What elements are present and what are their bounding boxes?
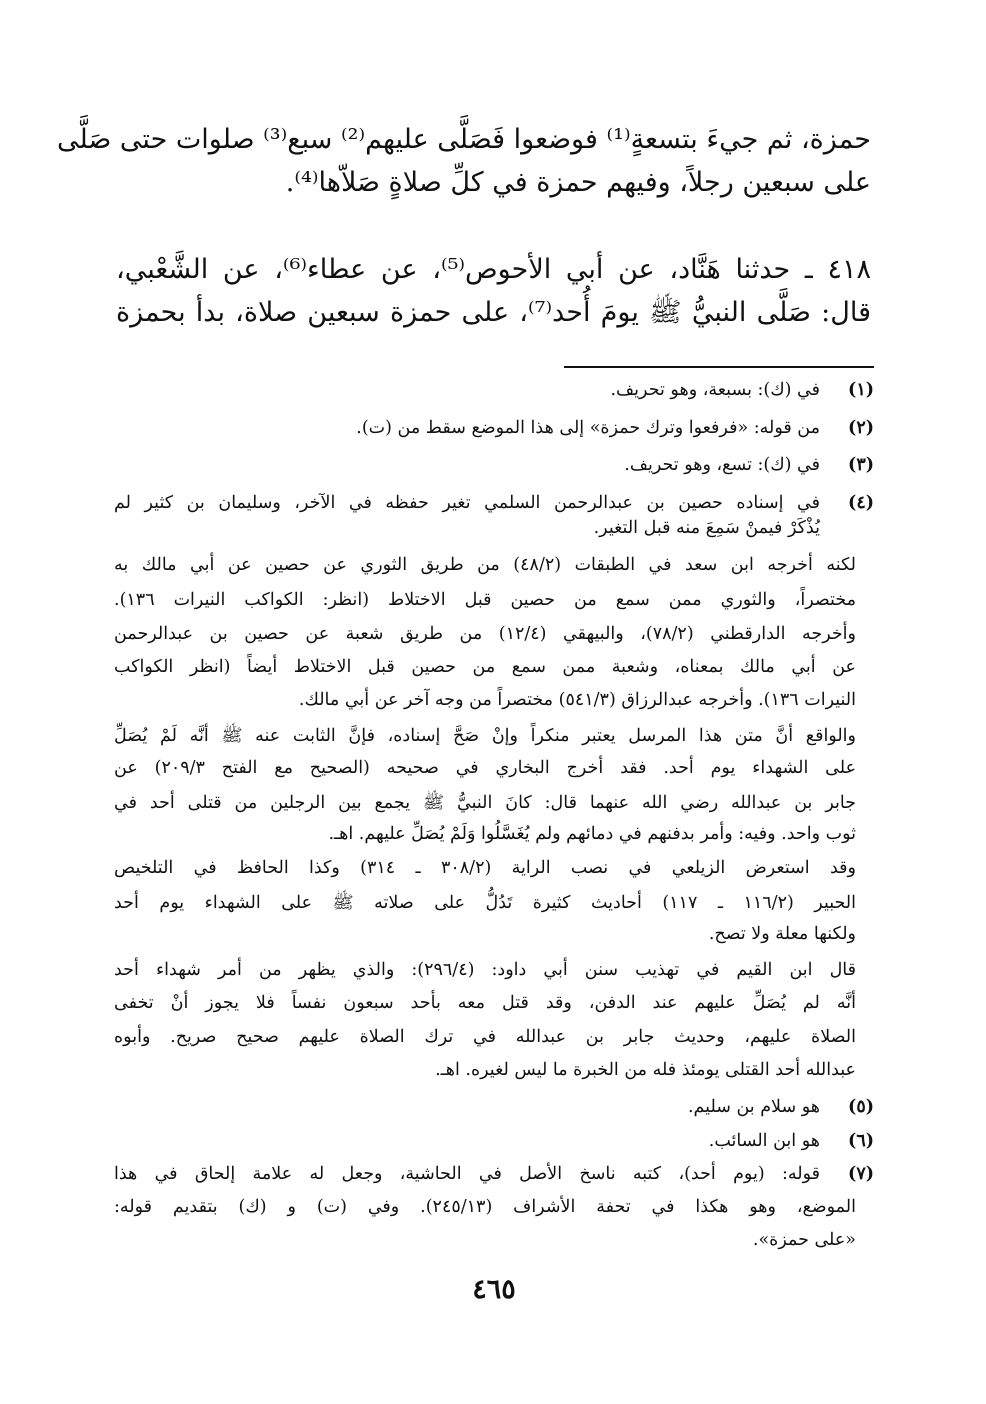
footnote-2-text: من قوله: «فرفعوا وترك حمزة» إلى هذا الموضع سقط من (ت). — [356, 418, 820, 438]
footnote-4-line: ثوب واحد. وفيه: وأمر بدفنهم في دمائهم ولم يُغَسَّلُوا وَلَمْ يُصَلِّ عليهم. اهـ. — [328, 824, 856, 844]
footnote-4-line: الصلاة عليهم، وحديث جابر بن عبدالله في ترك الصلاة عليهم صحيح صريح. وأبوه — [114, 1027, 856, 1047]
footnote-7-line: قوله: (يوم أحد)، كتبه ناسخ الأصل في الحاشية، وجعل له علامة إلحاق في هذا — [114, 1164, 820, 1184]
footnote-separator — [564, 366, 874, 368]
main-line-3: ٤١٨ ـ حدثنا هَنَّاد، عن أبي الأحوص⁽⁵⁾، عن عطاء⁽⁶⁾، عن الشَّعْبي، — [116, 254, 871, 285]
footnote-4-line: قال ابن القيم في تهذيب سنن أبي داود: (٢٩٦/٤): والذي يظهر من أمر شهداء أحد — [114, 960, 856, 980]
footnote-number: (٦) — [848, 1131, 874, 1151]
main-line-4: قال: صَلَّى النبيُّ ﷺ يومَ أُحد⁽⁷⁾، على حمزة سبعين صلاة، بدأ بحمزة — [116, 297, 871, 328]
footnote-7-line: الموضع، وهو هكذا في تحفة الأشراف (٢٤٥/١٣). وفي (ت) و (ك) بتقديم قوله: — [114, 1197, 856, 1217]
footnote-4-line: النيرات ١٣٦). وأخرجه عبدالرزاق (٥٤١/٣) مختصراً من وجه آخر عن أبي مالك. — [298, 690, 856, 710]
footnote-4-line: أنَّه لم يُصَلِّ عليهم عند الدفن، وقد قتل معه بأحد سبعون نفساً فلا يجوز أنْ تخفى — [114, 993, 856, 1013]
footnote-number: (٢) — [848, 418, 874, 438]
main-line-2: على سبعين رجلاً، وفيهم حمزة في كلِّ صلاةٍ صَلاّها⁽⁴⁾. — [285, 167, 871, 198]
footnote-7-line: «على حمزة». — [752, 1230, 856, 1250]
footnote-5-text: هو سلام بن سليم. — [687, 1097, 820, 1117]
footnote-6-text: هو ابن السائب. — [708, 1131, 820, 1151]
footnote-4-line: مختصراً، والثوري ممن سمع من حصين قبل الاختلاط (انظر: الكواكب النيرات ١٣٦). — [114, 590, 856, 610]
footnote-4-line: والواقع أنَّ متن هذا المرسل يعتبر منكراً وإنْ صَحَّ إسناده، فإنَّ الثابت عنه ﷺ أنَّه لَمْ يُصَلِّ — [114, 726, 856, 746]
footnote-number: (٣) — [848, 455, 874, 475]
footnote-4-line: ولكنها معلة ولا تصح. — [708, 924, 856, 944]
footnote-4-line: جابر بن عبدالله رضي الله عنهما قال: كانَ النبيُّ ﷺ يجمع بين الرجلين من قتلى أحد في — [114, 793, 856, 813]
footnote-number: (١) — [848, 380, 874, 400]
footnote-number: (٥) — [848, 1097, 874, 1117]
footnote-number: (٤) — [848, 493, 874, 513]
footnote-4-line: لكنه أخرجه ابن سعد في الطبقات (٤٨/٢) من طريق الثوري عن حصين عن أبي مالك به — [114, 555, 856, 575]
footnote-4-line: عن أبي مالك بمعناه، وشعبة ممن سمع من حصين قبل الاختلاط أيضاً (انظر الكواكب — [114, 657, 856, 677]
footnote-1-text: في (ك): بسبعة، وهو تحريف. — [610, 380, 820, 400]
footnote-4-line: على الشهداء يوم أحد. فقد أخرج البخاري في صحيحه (الصحيح مع الفتح ٢٠٩/٣) عن — [114, 758, 857, 778]
footnote-4-line: عبدالله أحد القتلى يومئذ فله من الخبرة ما ليس لغيره. اهـ. — [435, 1060, 856, 1080]
main-line-1: حمزة، ثم جيءَ بتسعةٍ⁽¹⁾ فوضعوا فَصَلَّى عليهم⁽²⁾ سبع⁽³⁾ صلوات حتى صَلَّى — [56, 124, 871, 155]
footnote-4-line: وقد استعرض الزيلعي في نصب الراية (٣٠٨/٢ ـ ٣١٤) وكذا الحافظ في التلخيص — [114, 858, 856, 878]
footnote-3-text: في (ك): تسع، وهو تحريف. — [624, 455, 820, 475]
footnote-4-line: في إسناده حصين بن عبدالرحمن السلمي تغير حفظه في الآخر، وسليمان بن كثير لم — [114, 493, 820, 513]
footnote-4-line: وأخرجه الدارقطني (٧٨/٢)، والبيهقي (١٢/٤) من طريق شعبة عن حصين بن عبدالرحمن — [114, 624, 856, 644]
footnote-4-line: يُذْكَرْ فيمنْ سَمِعَ منه قبل التغير. — [593, 518, 820, 538]
footnote-4-line: الحبير (١١٦/٢ ـ ١١٧) أحاديث كثيرة تَدُلُّ على صلاته ﷺ على الشهداء يوم أحد — [114, 893, 856, 913]
page-number: ٤٦٥ — [472, 1274, 516, 1305]
footnote-number: (٧) — [848, 1164, 874, 1184]
